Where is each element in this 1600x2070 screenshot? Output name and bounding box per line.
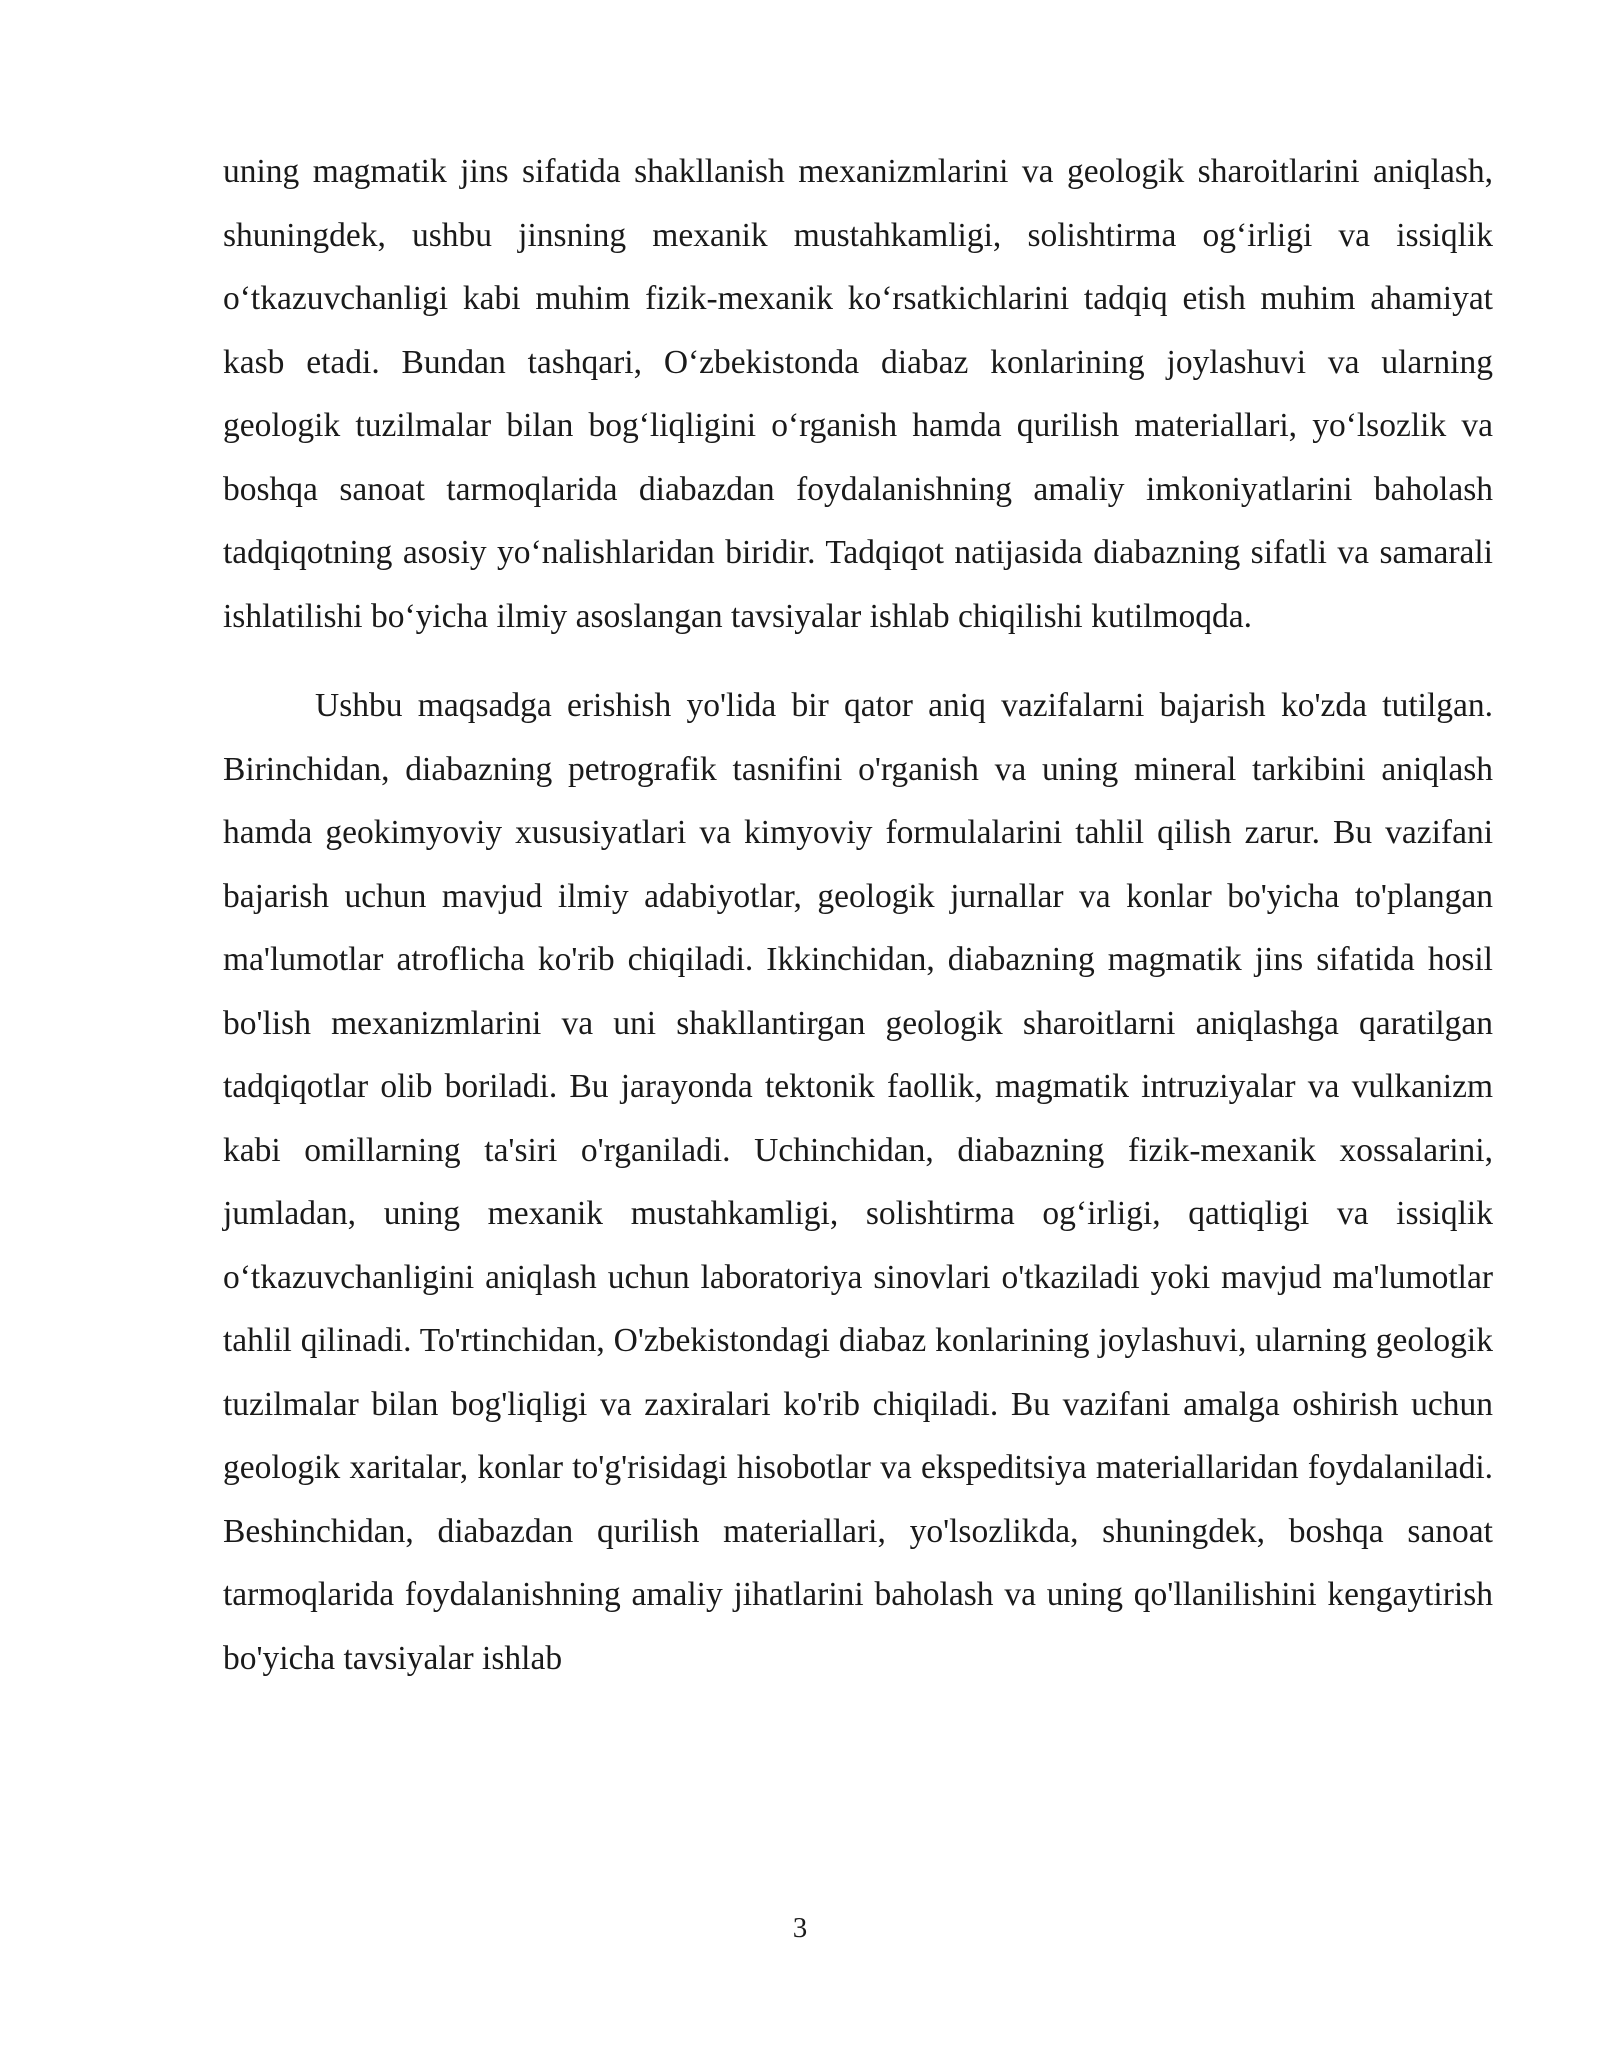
page-number: 3: [792, 1912, 808, 1944]
document-body: [223, 140, 1493, 1690]
paragraph-2: Ushbu maqsadga erishish yo'lida bir qator aniq vazifalarni bajarish ko'zda tutilgan. Birinchidan, diabazning petrografik tasnifini o'rganish va uning mineral tarkibini aniqlash hamda geokimyoviy xususiyatlari va kimyoviy formulalarini tahlil qilish zarur. Bu vazifani bajarish uchun mavjud ilmiy adabiyotlar, geologik jurnallar va konlar bo'yicha to'plangan ma'lumotlar atroflicha ko'rib chiqiladi. Ikkinchidan, diabazning magmatik jins sifatida hosil bo'lish mexanizmlarini va uni shakllantirgan geologik sharoitlarni aniqlashga qaratilgan tadqiqotlar olib boriladi. Bu jarayonda tektonik faollik, magmatik intruziyalar va vulkanizm kabi omillarning ta'siri o'rganiladi. Uchinchidan, diabazning fizik-mexanik xossalarini, jumladan, uning mexanik mustahkamligi, solishtirma og‘irligi, qattiqligi va issiqlik o‘tkazuvchanligini aniqlash uchun laboratoriya sinovlari o'tkaziladi yoki mavjud ma'lumotlar tahlil qilinadi. To'rtinchidan, O'zbekistondagi diabaz konlarining joylashuvi, ularning geologik tuzilmalar bilan bog'liqligi va zaxiralari ko'rib chiqiladi. Bu vazifani amalga oshirish uchun geologik xaritalar, konlar to'g'risidagi hisobotlar va ekspeditsiya materiallaridan foydalaniladi. Beshinchidan, diabazdan qurilish materiallari, yo'lsozlikda, shuningdek, boshqa sanoat tarmoqlarida foydalanishning amaliy jihatlarini baholash va uning qo'llanilishini kengaytirish bo'yicha tavsiyalar ishlab: [223, 687, 1493, 1677]
paragraph-1: uning magmatik jins sifatida shakllanish mexanizmlarini va geologik sharoitlarini aniqlash, shuningdek, ushbu jinsning mexanik mustahkamligi, solishtirma og‘irligi va issiqlik o‘tkazuvchanligi kabi muhim fizik-mexanik ko‘rsatkichlarini tadqiq etish muhim ahamiyat kasb etadi. Bundan tashqari, O‘zbekistonda diabaz konlarining joylashuvi va ularning geologik tuzilmalar bilan bog‘liqligini o‘rganish hamda qurilish materiallari, yo‘lsozlik va boshqa sanoat tarmoqlarida diabazdan foydalanishning amaliy imkoniyatlarini baholash tadqiqotning asosiy yo‘nalishlaridan biridir. Tadqiqot natijasida diabazning sifatli va samarali ishlatilishi bo‘yicha ilmiy asoslangan tavsiyalar ishlab chiqilishi kutilmoqda.: [223, 153, 1493, 635]
